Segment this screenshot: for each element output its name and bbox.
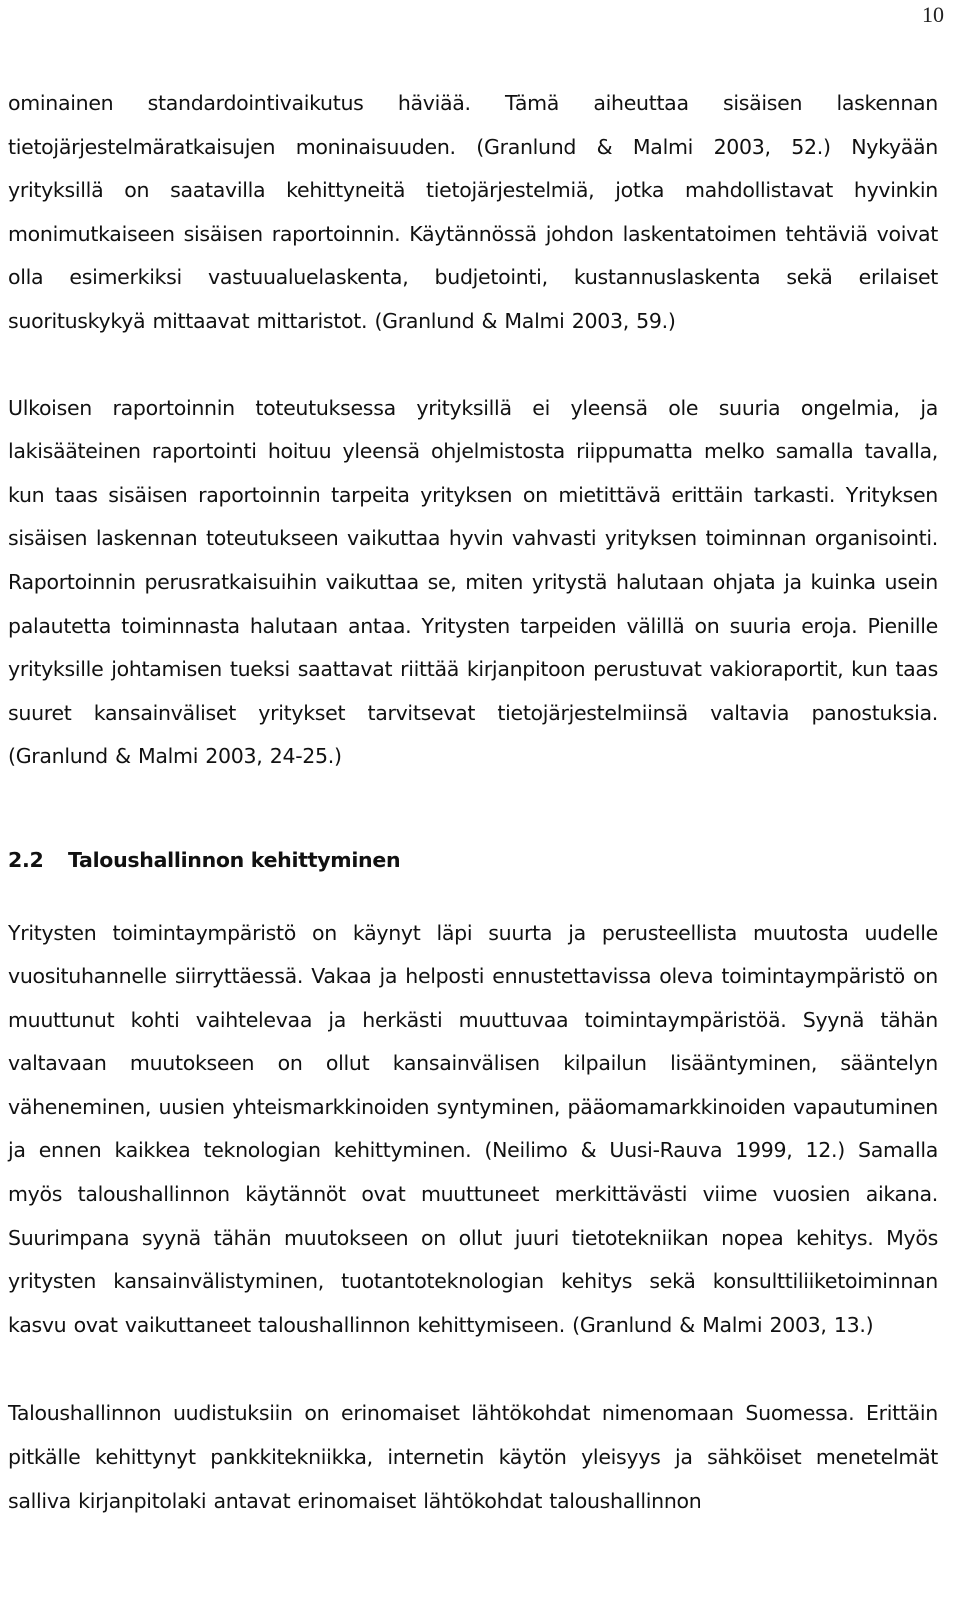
page-number: 10 bbox=[922, 2, 944, 27]
document-body bbox=[8, 82, 938, 1523]
section-spacer bbox=[8, 779, 938, 839]
section-heading bbox=[8, 839, 938, 883]
heading-spacer bbox=[8, 883, 938, 912]
paragraph-operating-environment: Yritysten toimintaympäristö on käynyt läpi suurta ja perusteellista muutosta uudelle vuosituhannelle siirryttäessä. Vakaa ja helposti ennustettavissa oleva toimintaympäristö on muuttunut kohti vaihtelevaa ja herkästi muuttuvaa toimintaympäristöä. Syynä tähän valtavaan muutokseen on ollut kansainvälisen kilpailun lisääntyminen, sääntelyn väheneminen, uusien yhteismarkkinoiden syntyminen, pääomamarkkinoiden vapautuminen ja ennen kaikkea teknologian kehittyminen. (Neilimo & Uusi-Rauva 1999, 12.) Samalla myös taloushallinnon käytännöt ovat muuttuneet merkittävästi viime vuosien aikana. Suurimpana syynä tähän muutokseen on ollut juuri tietotekniikan nopea kehitys. Myös yritysten kansainvälistyminen, tuotantoteknologian kehitys sekä konsulttiliiketoiminnan kasvu ovat vaikuttaneet taloushallinnon kehittymiseen. (Granlund & Malmi 2003, 13.) bbox=[8, 920, 938, 1337]
paragraph-finland: Taloushallinnon uudistuksiin on erinomaiset lähtökohdat nimenomaan Suomessa. Erittäin pitkälle kehittynyt pankkitekniikka, internetin käytön yleisyys ja sähköiset menetelmät salliva kirjanpitolaki antavat erinomaiset lähtökohdat taloushallinnon bbox=[8, 1401, 938, 1513]
section-title: Taloushallinnon kehittyminen bbox=[68, 847, 401, 872]
paragraph-spacer bbox=[8, 1347, 938, 1392]
paragraph-spacer bbox=[8, 344, 938, 387]
section-number: 2.2 bbox=[8, 847, 44, 872]
paragraph-external-reporting: Ulkoisen raportoinnin toteutuksessa yrityksillä ei yleensä ole suuria ongelmia, ja lakisääteinen raportointi hoituu yleensä ohjelmistosta riippumatta melko samalla tavalla, kun taas sisäisen raportoinnin tarpeita yrityksen on mietittävä erittäin tarkasti. Yrityksen sisäisen laskennan toteutukseen vaikuttaa hyvin vahvasti yrityksen toiminnan organisointi. Raportoinnin perusratkaisuihin vaikuttaa se, miten yritystä halutaan ohjata ja kuinka usein palautetta toiminnasta halutaan antaa. Yritysten tarpeiden välillä on suuria eroja. Pienille yrityksille johtamisen tueksi saattavat riittää kirjanpitoon perustuvat vakioraportit, kun taas suuret kansainväliset yritykset tarvitsevat tietojärjestelmiinsä valtavia panostuksia. (Granlund & Malmi 2003, 24-25.) bbox=[8, 395, 938, 769]
paragraph-internal-reporting: ominainen standardointivaikutus häviää. Tämä aiheuttaa sisäisen laskennan tietojärjestelmäratkaisujen moninaisuuden. (Granlund & Malmi 2003, 52.) Nykyään yrityksillä on saatavilla kehittyneitä tietojärjestelmiä, jotka mahdollistavat hyvinkin monimutkaiseen sisäisen raportoinnin. Käytännössä johdon laskentatoimen tehtäviä voivat olla esimerkiksi vastuualuelaskenta, budjetointi, kustannuslaskenta sekä erilaiset suorituskykyä mittaavat mittaristot. (Granlund & Malmi 2003, 59.) bbox=[8, 91, 938, 333]
